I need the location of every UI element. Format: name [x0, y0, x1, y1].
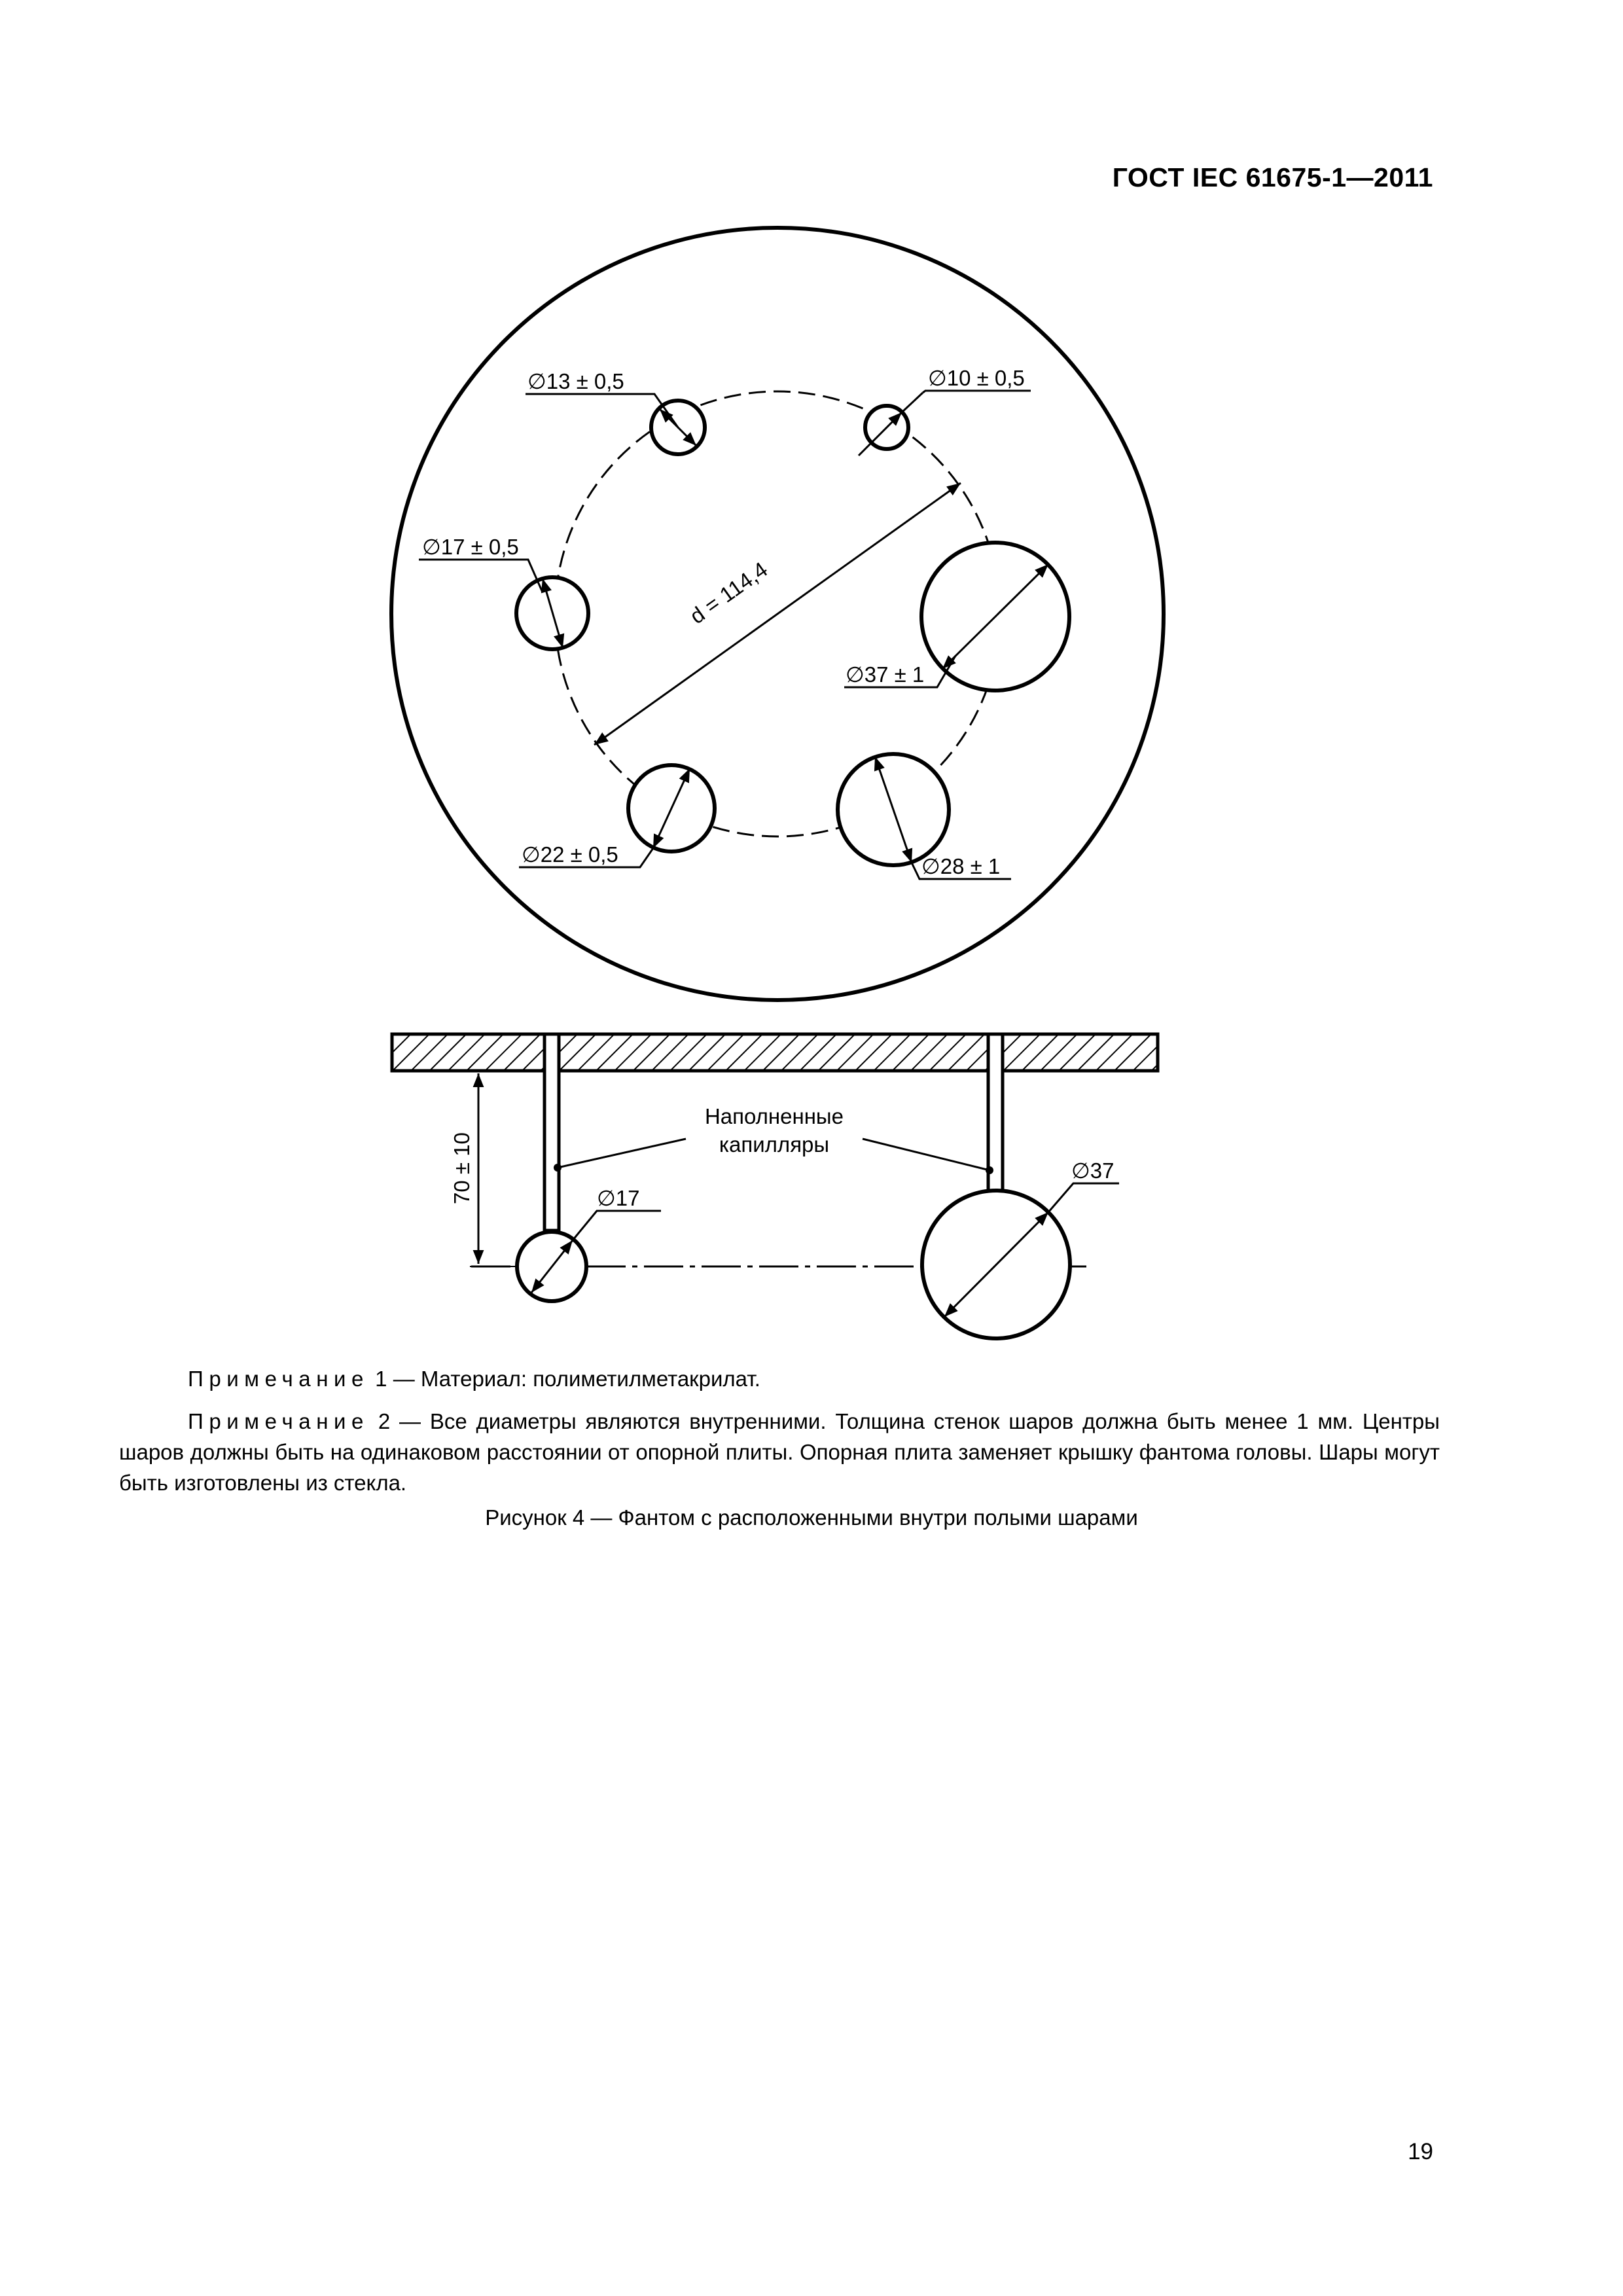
note-2-text: 2 — Все диаметры являются внутренними. Толщина стенок шаров должна быть менее 1 мм. Центры шаров должны быть на одинаковом расстоянии от опорной плиты. Опорная плита заменяет крышку фантома головы. Шары могут быть изготовлены из стекла.	[119, 1409, 1440, 1495]
label-filled-capillaries-1: Наполненные	[704, 1104, 844, 1128]
label-d37: ∅37 ± 1	[846, 662, 925, 687]
note-1-text: 1 — Материал: полиметилметакрилат.	[369, 1367, 760, 1391]
label-large-sphere: ∅37	[1071, 1158, 1115, 1183]
label-d13: ∅13 ± 0,5	[527, 369, 624, 393]
note-1	[119, 1363, 1440, 1394]
label-d17: ∅17 ± 0,5	[422, 535, 519, 559]
label-d28: ∅28 ± 1	[921, 854, 1001, 878]
document-code: ГОСТ IEC 61675-1—2011	[1112, 162, 1433, 192]
label-small-sphere: ∅17	[597, 1186, 640, 1210]
label-height: 70 ± 10	[450, 1132, 474, 1204]
support-plate	[392, 1034, 1158, 1071]
capillary-left	[544, 1034, 559, 1230]
note-2-label: Примечание	[188, 1409, 370, 1433]
label-filled-capillaries-2: капилляры	[719, 1132, 830, 1157]
note-1-label: Примечание	[188, 1367, 370, 1391]
label-d10: ∅10 ± 0,5	[928, 366, 1025, 390]
label-pitch-diameter: d = 114,4	[685, 557, 772, 629]
figure-caption: Рисунок 4 — Фантом с расположенными внутри полыми шарами	[485, 1505, 1138, 1530]
page-number: 19	[1408, 2139, 1433, 2164]
label-d22: ∅22 ± 0,5	[522, 842, 618, 867]
note-2	[119, 1406, 1440, 1498]
